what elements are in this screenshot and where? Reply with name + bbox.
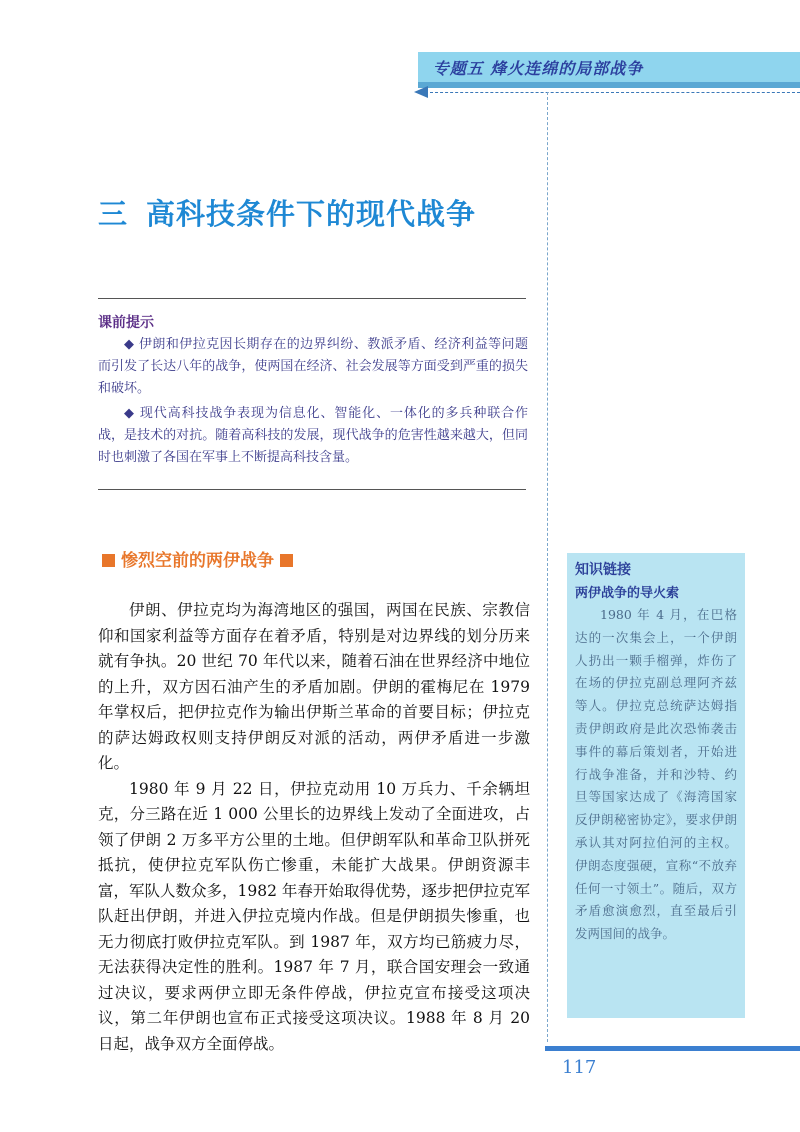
hint-paragraph: ◆ 现代高科技战争表现为信息化、智能化、一体化的多兵种联合作战，是技术的对抗。随着高科技的发展，现代战争的危害性越来越大，但同时也刺激了各国在军事上不断提高科技含量。: [98, 406, 528, 465]
arrow-left-icon: [414, 86, 428, 98]
subsection-title: 惨烈空前的两伊战争: [121, 551, 274, 571]
hint-paragraph: ◆ 伊朗和伊拉克因长期存在的边界纠纷、教派矛盾、经济利益等问题而引发了长达八年的战争，使两国在经济、社会发展等方面受到严重的损失和破坏。: [98, 337, 528, 396]
square-bullet-icon: [280, 554, 293, 567]
page-number: 117: [562, 1057, 597, 1078]
column-divider: [547, 92, 548, 1042]
chapter-title: 专题五 烽火连绵的局部战争: [432, 59, 644, 78]
square-bullet-icon: [102, 554, 115, 567]
header-band-shadow: [418, 82, 800, 88]
body-text: [98, 598, 530, 1057]
hint-text: [98, 334, 528, 472]
body-paragraph: 伊朗、伊拉克均为海湾地区的强国，两国在民族、宗教信仰和国家利益等方面存在着矛盾，特别是对边界线的划分历来就有争执。20 世纪 70 年代以来，随着石油在世界经济中地位的上升，双方因石油产生的矛盾加剧。伊朗的霍梅尼在 1979 年掌权后，把伊拉克作为输出伊斯兰革命的首要目标；伊拉克的萨达姆政权则支持伊朗反对派的活动，两伊矛盾进一步激化。: [98, 601, 530, 772]
hint-heading: 课前提示: [98, 315, 154, 331]
sidebar-heading: 知识链接: [575, 562, 631, 578]
subsection-heading: [102, 546, 293, 571]
section-number: 三: [98, 197, 129, 231]
sidebar-subheading: 两伊战争的导火索: [575, 586, 680, 601]
footer-bar: [545, 1046, 800, 1051]
section-title-text: 高科技条件下的现代战争: [146, 197, 477, 231]
header-dashed-line: [430, 92, 800, 93]
sidebar-text: 1980 年 4 月，在巴格达的一次集会上，一个伊朗人扔出一颗手榴弹，炸伤了在场的伊拉克副总理阿齐兹等人。伊拉克总统萨达姆指责伊朗政府是此次恐怖袭击事件的幕后策划者，开始进行战争准备，并和沙特、约旦等国家达成了《海湾国家反伊朗秘密协定》，要求伊朗承认其对阿拉伯河的主权。伊朗态度强硬，宣称“不放弃任何一寸领土”。随后，双方矛盾愈演愈烈，直至最后引发两国间的战争。: [575, 607, 737, 942]
section-title: [98, 192, 476, 233]
body-paragraph: 1980 年 9 月 22 日，伊拉克动用 10 万兵力、千余辆坦克，分三路在近 1 000 公里长的边界线上发动了全面进攻，占领了伊朗 2 万多平方公里的土地。但伊朗军队和革命卫队拼死抵抗，使伊拉克军队伤亡惨重，未能扩大战果。伊朗资源丰富，军队人数众多，1982 年春开始取得优势，逐步把伊拉克军队赶出伊朗，并进入伊拉克境内作战。但是伊朗损失惨重，也无力彻底打败伊拉克军队。到 1987 年，双方均已筋疲力尽，无法获得决定性的胜利。1987 年 7 月，联合国安理会一致通过决议，要求两伊立即无条件停战，伊拉克宣布接受这项决议，第二年伊朗也宣布正式接受这项决议。1988 年 8 月 20 日起，战争双方全面停战。: [98, 779, 530, 1053]
